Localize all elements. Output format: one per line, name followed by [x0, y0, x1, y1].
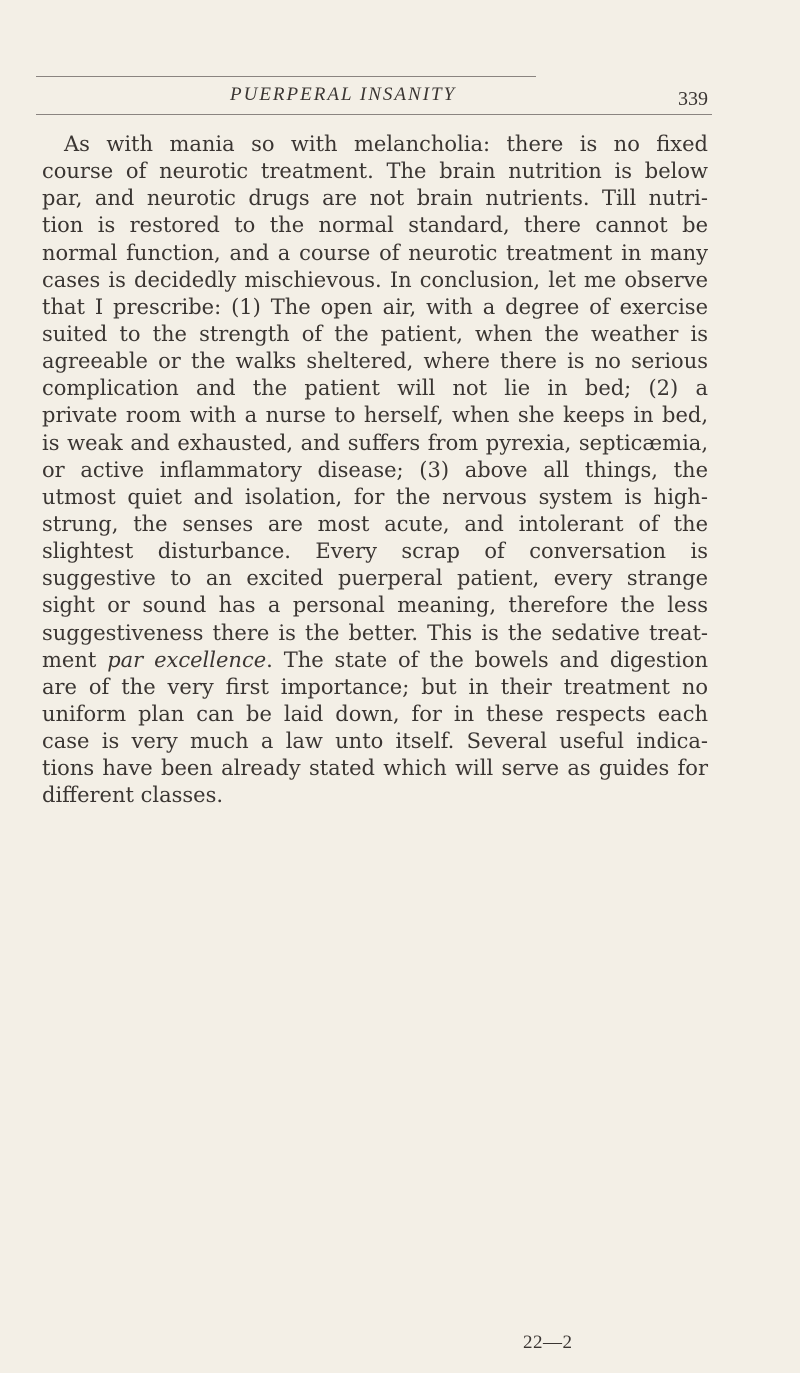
text-line: sight or sound has a personal meaning, therefore the less — [42, 593, 708, 618]
text-line: uniform plan can be laid down, for in these respects each — [42, 701, 708, 726]
text-line: different classes. — [42, 783, 224, 808]
text-line: As with mania so with melancholia: there is no fixed — [64, 132, 708, 156]
text-line: slightest disturbance. Every scrap of conversation is — [42, 539, 708, 564]
text-line: par, and neurotic drugs are not brain nutrients. Till nutri- — [42, 186, 708, 211]
text-line: suggestiveness there is the better. This is the sedative treat- — [42, 620, 708, 645]
running-title: PUERPERAL INSANITY — [230, 84, 457, 105]
header-rule-bottom — [36, 114, 712, 115]
text-line: ment par excellence. The state of the bowels and digestion — [42, 647, 709, 672]
text-line: strung, the senses are most acute, and intolerant of the — [42, 511, 708, 536]
text-line: or active inflammatory disease; (3) above all things, the — [42, 457, 708, 482]
text-line: that I prescribe: (1) The open air, with a degree of exercise — [42, 294, 708, 319]
text-line: is weak and exhausted, and suffers from pyrexia, septicæmia, — [42, 430, 708, 455]
text-line: tion is restored to the normal standard, there cannot be — [42, 213, 708, 238]
text-line: cases is decidedly mischievous. In conclusion, let me observe — [42, 267, 708, 292]
text-line: tions have been already stated which will serve as guides for — [42, 756, 708, 781]
text-line: case is very much a law unto itself. Several useful indica- — [42, 729, 708, 754]
text-line: are of the very first importance; but in their treatment no — [42, 674, 708, 699]
text-line: suggestive to an excited puerperal patient, every strange — [42, 566, 708, 591]
text-line: utmost quiet and isolation, for the nervous system is high- — [42, 484, 708, 509]
italic-phrase: par excellence — [107, 647, 267, 672]
text-line: complication and the patient will not lie in bed; (2) a — [42, 376, 708, 401]
signature-mark: 22—2 — [523, 1332, 573, 1353]
text-line: agreeable or the walks sheltered, where there is no serious — [42, 349, 708, 374]
header-rule-top — [36, 76, 536, 77]
page-number: 339 — [678, 88, 708, 110]
running-header — [36, 76, 712, 120]
body-paragraph — [42, 131, 708, 810]
text-line: private room with a nurse to herself, when she keeps in bed, — [42, 403, 708, 428]
text-line: normal function, and a course of neurotic treatment in many — [42, 240, 708, 265]
text-line: suited to the strength of the patient, when the weather is — [42, 321, 708, 346]
text-line: course of neurotic treatment. The brain nutrition is below — [42, 159, 708, 184]
